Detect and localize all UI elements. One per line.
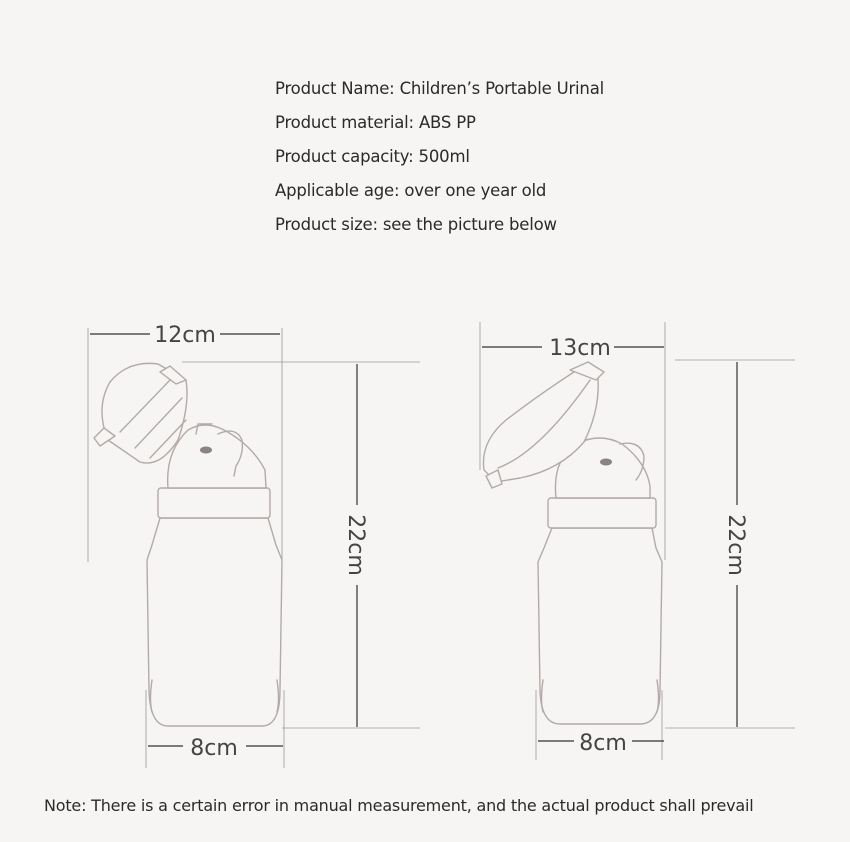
spec-product-name: Product Name: Children’s Portable Urinal — [275, 79, 604, 98]
left-urinal-illustration — [88, 328, 420, 768]
left-width-label: 12cm — [154, 323, 216, 348]
right-height-label: 22cm — [723, 514, 748, 576]
spec-material: Product material: ABS PP — [275, 113, 476, 132]
measurement-note: Note: There is a certain error in manual measurement, and the actual product shall prevail — [44, 796, 754, 815]
right-width-label: 13cm — [549, 336, 611, 361]
right-base-label: 8cm — [579, 731, 627, 756]
spec-size: Product size: see the picture below — [275, 215, 557, 234]
spec-capacity: Product capacity: 500ml — [275, 147, 470, 166]
spec-age: Applicable age: over one year old — [275, 181, 547, 200]
left-base-label: 8cm — [190, 736, 238, 761]
left-height-label: 22cm — [343, 514, 368, 576]
